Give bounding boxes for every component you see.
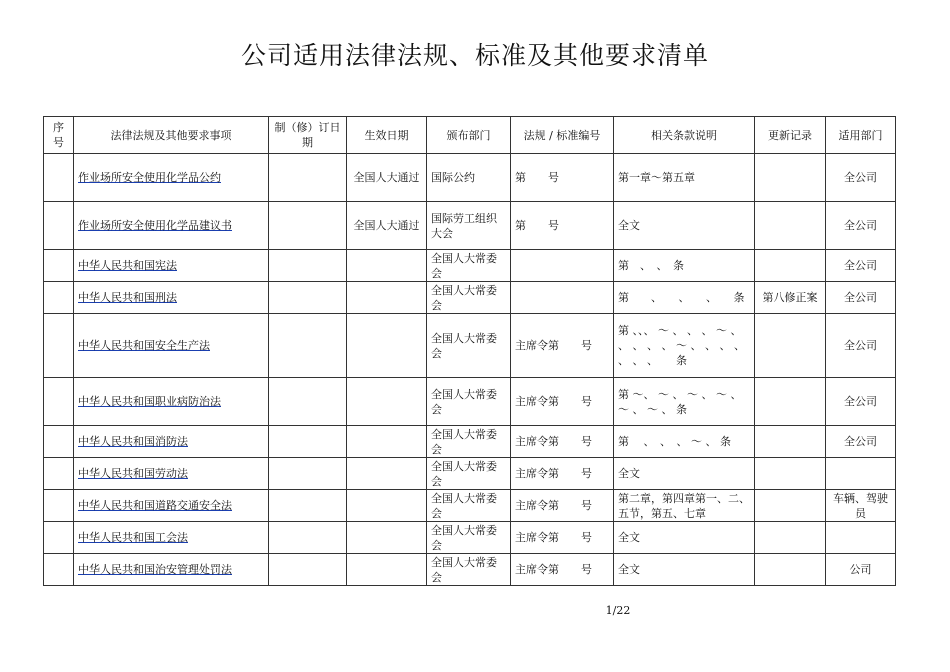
- cell-effective: [347, 522, 427, 554]
- cell-update: [755, 490, 826, 522]
- regulation-link[interactable]: 中华人民共和国职业病防治法: [78, 395, 221, 408]
- header-revise-date: 制（修）订日期: [269, 117, 347, 154]
- cell-code: 主席令第 号: [511, 554, 614, 586]
- cell-update: 第八修正案: [755, 282, 826, 314]
- cell-seq: [44, 426, 74, 458]
- table-row: [44, 458, 896, 490]
- table-row: [44, 378, 896, 426]
- cell-revise: [269, 378, 347, 426]
- cell-effective: 全国人大通过: [347, 202, 427, 250]
- cell-update: [755, 378, 826, 426]
- cell-name: [74, 378, 269, 426]
- cell-issuer: 全国人大常委会: [427, 490, 511, 522]
- cell-seq: [44, 554, 74, 586]
- cell-clauses: 第二章，第四章第一、二、五节，第五、七章: [614, 490, 755, 522]
- cell-seq: [44, 378, 74, 426]
- cell-name: [74, 426, 269, 458]
- header-name: 法律法规及其他要求事项: [74, 117, 269, 154]
- header-seq: 序号: [44, 117, 74, 154]
- cell-revise: [269, 154, 347, 202]
- table-row: [44, 522, 896, 554]
- table-row: [44, 554, 896, 586]
- header-dept: 适用部门: [826, 117, 896, 154]
- regulation-link[interactable]: 中华人民共和国消防法: [78, 435, 188, 448]
- cell-update: [755, 522, 826, 554]
- cell-dept: 全公司: [826, 154, 896, 202]
- cell-effective: [347, 282, 427, 314]
- cell-dept: 全公司: [826, 378, 896, 426]
- cell-clauses: 全文: [614, 202, 755, 250]
- cell-clauses: 第 、、、 ～ 、 、 、 ～ 、 、 、 、 、 ～ 、 、 、 、 、 、 、 条: [614, 314, 755, 378]
- cell-code: [511, 250, 614, 282]
- cell-revise: [269, 314, 347, 378]
- cell-code: 第 号: [511, 202, 614, 250]
- cell-issuer: 全国人大常委会: [427, 458, 511, 490]
- regulation-link[interactable]: 中华人民共和国安全生产法: [78, 339, 210, 352]
- cell-issuer: 全国人大常委会: [427, 250, 511, 282]
- table-row: [44, 250, 896, 282]
- cell-dept: 公司: [826, 554, 896, 586]
- cell-issuer: 全国人大常委会: [427, 314, 511, 378]
- cell-update: [755, 426, 826, 458]
- cell-clauses: 全文: [614, 554, 755, 586]
- cell-clauses: 第 ～、 ～ 、 ～ 、 ～ 、 ～ 、 ～ 、 条: [614, 378, 755, 426]
- cell-effective: [347, 250, 427, 282]
- cell-revise: [269, 426, 347, 458]
- cell-seq: [44, 154, 74, 202]
- cell-revise: [269, 490, 347, 522]
- cell-update: [755, 202, 826, 250]
- cell-dept: 车辆、驾驶员: [826, 490, 896, 522]
- cell-clauses: 全文: [614, 458, 755, 490]
- table-row: [44, 426, 896, 458]
- cell-dept: 全公司: [826, 314, 896, 378]
- cell-revise: [269, 202, 347, 250]
- cell-dept: 全公司: [826, 202, 896, 250]
- table-row: [44, 314, 896, 378]
- page-number: 1/22: [605, 604, 631, 617]
- cell-name: [74, 490, 269, 522]
- header-issuer: 颁布部门: [427, 117, 511, 154]
- cell-dept: 全公司: [826, 250, 896, 282]
- cell-effective: 全国人大通过: [347, 154, 427, 202]
- cell-issuer: 全国人大常委会: [427, 378, 511, 426]
- cell-clauses: 第 、 、 、 条: [614, 282, 755, 314]
- cell-code: 主席令第 号: [511, 458, 614, 490]
- cell-effective: [347, 314, 427, 378]
- cell-clauses: 全文: [614, 522, 755, 554]
- cell-name: [74, 522, 269, 554]
- cell-name: [74, 250, 269, 282]
- cell-name: [74, 282, 269, 314]
- cell-update: [755, 314, 826, 378]
- cell-update: [755, 250, 826, 282]
- cell-revise: [269, 522, 347, 554]
- regulation-link[interactable]: 中华人民共和国刑法: [78, 291, 177, 304]
- cell-revise: [269, 282, 347, 314]
- cell-update: [755, 154, 826, 202]
- cell-revise: [269, 554, 347, 586]
- cell-update: [755, 458, 826, 490]
- regulation-link[interactable]: 中华人民共和国治安管理处罚法: [78, 563, 232, 576]
- header-clauses: 相关条款说明: [614, 117, 755, 154]
- cell-code: 第 号: [511, 154, 614, 202]
- regulation-link[interactable]: 中华人民共和国宪法: [78, 259, 177, 272]
- header-effective-date: 生效日期: [347, 117, 427, 154]
- cell-seq: [44, 490, 74, 522]
- cell-revise: [269, 458, 347, 490]
- cell-update: [755, 554, 826, 586]
- cell-clauses: 第一章～第五章: [614, 154, 755, 202]
- page-title: 公司适用法律法规、标准及其他要求清单: [240, 41, 709, 70]
- cell-seq: [44, 250, 74, 282]
- cell-clauses: 第 、 、 条: [614, 250, 755, 282]
- regulation-link[interactable]: 作业场所安全使用化学品建议书: [78, 219, 232, 232]
- cell-code: 主席令第 号: [511, 522, 614, 554]
- table-row: [44, 202, 896, 250]
- cell-seq: [44, 522, 74, 554]
- cell-code: [511, 282, 614, 314]
- table-row: [44, 282, 896, 314]
- cell-seq: [44, 202, 74, 250]
- cell-seq: [44, 458, 74, 490]
- header-code: 法规 / 标准编号: [511, 117, 614, 154]
- cell-dept: [826, 522, 896, 554]
- cell-issuer: 全国人大常委会: [427, 426, 511, 458]
- cell-dept: 全公司: [826, 282, 896, 314]
- cell-seq: [44, 282, 74, 314]
- cell-revise: [269, 250, 347, 282]
- cell-issuer: 国际公约: [427, 154, 511, 202]
- regulation-link[interactable]: 中华人民共和国劳动法: [78, 467, 188, 480]
- regulation-link[interactable]: 中华人民共和国工会法: [78, 531, 188, 544]
- cell-clauses: 第 、 、 、 ～ 、 条: [614, 426, 755, 458]
- regulation-link[interactable]: 中华人民共和国道路交通安全法: [78, 499, 232, 512]
- table-header-row: [44, 117, 896, 154]
- header-update: 更新记录: [755, 117, 826, 154]
- cell-name: [74, 314, 269, 378]
- regulation-link[interactable]: 作业场所安全使用化学品公约: [78, 171, 221, 184]
- cell-name: [74, 154, 269, 202]
- cell-effective: [347, 458, 427, 490]
- cell-name: [74, 554, 269, 586]
- cell-effective: [347, 490, 427, 522]
- cell-issuer: 国际劳工组织大会: [427, 202, 511, 250]
- cell-dept: 全公司: [826, 426, 896, 458]
- cell-issuer: 全国人大常委会: [427, 554, 511, 586]
- cell-name: [74, 458, 269, 490]
- cell-issuer: 全国人大常委会: [427, 522, 511, 554]
- cell-dept: [826, 458, 896, 490]
- cell-code: 主席令第 号: [511, 314, 614, 378]
- cell-seq: [44, 314, 74, 378]
- cell-issuer: 全国人大常委会: [427, 282, 511, 314]
- table-row: [44, 154, 896, 202]
- regulations-table: [43, 116, 896, 586]
- table-row: [44, 490, 896, 522]
- cell-effective: [347, 554, 427, 586]
- cell-name: [74, 202, 269, 250]
- cell-code: 主席令第 号: [511, 378, 614, 426]
- cell-code: 主席令第 号: [511, 490, 614, 522]
- cell-effective: [347, 426, 427, 458]
- cell-code: 主席令第 号: [511, 426, 614, 458]
- cell-effective: [347, 378, 427, 426]
